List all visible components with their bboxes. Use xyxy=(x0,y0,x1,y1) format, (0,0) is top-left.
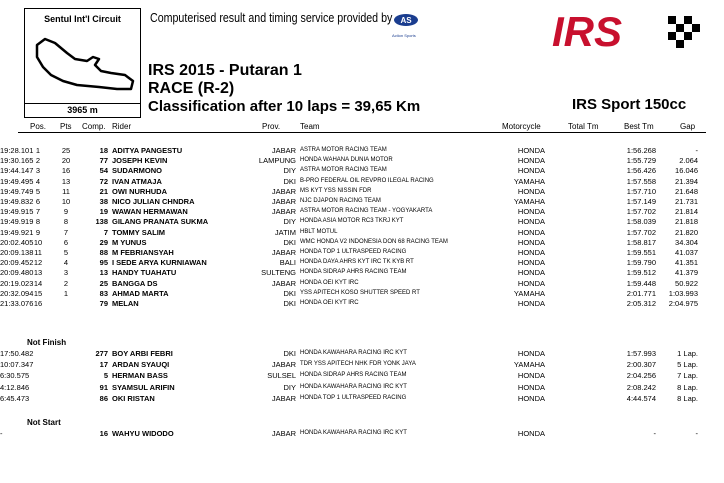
cell-moto: HONDA xyxy=(517,146,545,155)
cell-comp: 91 xyxy=(99,382,108,392)
cell-total: 19:49.919 xyxy=(0,217,34,227)
cell-prov: DKI xyxy=(283,349,296,358)
cell-team: ASTRA MOTOR RACING TEAM - YOGYAKARTA xyxy=(300,208,433,215)
cell-gap: 1 Lap. xyxy=(677,349,698,358)
event-title: IRS 2015 - Putaran 1 xyxy=(148,62,302,79)
irs-logo-text: IRS xyxy=(552,8,623,54)
cell-moto: HONDA xyxy=(517,268,545,278)
cell-best: 2:08.242 xyxy=(626,382,656,392)
cell-team: HONDA OEI KYT IRC xyxy=(300,279,359,286)
table-row xyxy=(0,382,724,393)
cell-team: ASTRA MOTOR RACING TEAM xyxy=(300,167,387,174)
cell-rider: NICO JULIAN CHNDRA xyxy=(112,197,195,206)
cell-pts: 2 xyxy=(63,278,69,288)
cell-team: HONDA SIDRAP AHRS RACING TEAM xyxy=(300,269,407,276)
cell-pos: 12 xyxy=(33,258,43,268)
cell-pts: 10 xyxy=(61,197,71,206)
cell-gap: 21.820 xyxy=(675,227,698,237)
cell-comp: 19 xyxy=(99,207,108,217)
cell-moto: HONDA xyxy=(517,186,545,196)
cell-comp: 77 xyxy=(99,156,108,166)
cell-best: 2:01.771 xyxy=(626,288,656,298)
svg-text:AS: AS xyxy=(400,16,412,25)
cell-moto: YAMAHA xyxy=(513,288,545,298)
cell-total: 20:32.094 xyxy=(0,288,34,298)
cell-gap: 41.379 xyxy=(675,268,698,278)
cell-prov: DIY xyxy=(283,217,296,227)
cell-comp: 16 xyxy=(99,429,108,438)
cell-gap: 16.046 xyxy=(675,166,698,176)
cell-rider: IVAN ATMAJA xyxy=(112,176,162,186)
circuit-name: Sentul Int'l Circuit xyxy=(44,14,121,24)
cell-gap: 5 Lap. xyxy=(677,360,698,370)
cell-pos: 7 xyxy=(35,207,41,217)
cell-comp: 277 xyxy=(95,349,108,358)
cell-comp: 5 xyxy=(103,371,108,381)
table-row xyxy=(0,370,724,381)
cell-gap: 41.037 xyxy=(675,248,698,257)
cell-gap: 50.922 xyxy=(675,278,698,288)
cell-prov: JABAR xyxy=(271,248,296,257)
cell-moto: HONDA xyxy=(517,429,545,438)
cell-pos: 3 xyxy=(35,166,41,176)
circuit-map-icon xyxy=(29,31,137,97)
cell-pos: 8 xyxy=(35,217,41,227)
cell-comp: 54 xyxy=(99,166,108,176)
cell-best: 2:04.256 xyxy=(626,371,656,381)
cell-team: HONDA KAWAHARA RACING IRC KYT xyxy=(300,350,407,356)
cell-gap: - xyxy=(695,146,698,155)
cell-prov: DIY xyxy=(283,166,296,176)
cell-total: 19:28.101 xyxy=(0,146,34,155)
cell-pts: 5 xyxy=(63,248,69,257)
cell-total: 20:19.023 xyxy=(0,278,34,288)
col-header-comp: Comp. xyxy=(82,122,106,131)
cell-rider: MELAN xyxy=(112,299,139,308)
cell-prov: SULTENG xyxy=(261,268,296,278)
cell-prov: JABAR xyxy=(271,146,296,155)
cell-prov: DKI xyxy=(283,237,296,247)
cell-best: 1:56.268 xyxy=(626,146,656,155)
not-start-label: Not Start xyxy=(27,418,61,427)
cell-gap: 7 Lap. xyxy=(677,371,698,381)
cell-total: 17:50.482 xyxy=(0,349,34,358)
circuit-length: 3965 m xyxy=(25,103,140,115)
cell-total: 6:30.575 xyxy=(0,371,30,381)
cell-best: 1:59.790 xyxy=(626,258,656,268)
cell-moto: HONDA xyxy=(517,237,545,247)
cell-team: YSS APITECH KOSO SHUTTER SPEED RT xyxy=(300,289,420,296)
cell-comp: 17 xyxy=(99,360,108,370)
cell-pos: 10 xyxy=(33,237,43,247)
cell-comp: 79 xyxy=(99,299,108,308)
cell-team: HBLT MOTUL xyxy=(300,228,338,235)
cell-rider: OKI RISTAN xyxy=(112,393,155,403)
cell-total: 20:09.138 xyxy=(0,248,34,257)
cell-pos: 11 xyxy=(34,248,42,257)
cell-rider: OWI NURHUDA xyxy=(112,186,167,196)
col-header-team: Team xyxy=(300,122,320,131)
cell-rider: SUDARMONO xyxy=(112,166,162,176)
irs-logo xyxy=(548,8,708,59)
cell-best: 1:57.702 xyxy=(626,227,656,237)
col-header-pos: Pos. xyxy=(30,122,47,131)
cell-best: 1:57.558 xyxy=(626,176,656,186)
cell-pos: 2 xyxy=(35,156,41,166)
cell-total: 20:09.452 xyxy=(0,258,34,268)
cell-gap: 21.394 xyxy=(675,176,698,186)
cell-best: 1:59.551 xyxy=(626,248,656,257)
action-sports-logo xyxy=(392,12,422,38)
cell-total: 19:49.749 xyxy=(0,186,34,196)
cell-rider: ARDAN SYAUQI xyxy=(112,360,170,370)
cell-moto: HONDA xyxy=(517,349,545,358)
circuit-map-box xyxy=(24,8,141,118)
cell-total: 19:49.921 xyxy=(0,227,34,237)
cell-pts: 3 xyxy=(63,268,69,278)
cell-pos: 14 xyxy=(33,278,43,288)
cell-moto: HONDA xyxy=(517,278,545,288)
cell-prov: JATIM xyxy=(274,227,296,237)
cell-pts: 8 xyxy=(63,217,69,227)
cell-comp: 72 xyxy=(99,176,108,186)
cell-moto: YAMAHA xyxy=(513,176,545,186)
cell-total: 4:12.846 xyxy=(0,382,30,392)
cell-rider: M FEBRIANSYAH xyxy=(112,248,174,257)
cell-team: HONDA TOP 1 ULTRASPEED RACING xyxy=(300,249,407,255)
cell-prov: DIY xyxy=(283,382,296,392)
table-row xyxy=(0,393,724,404)
action-sports-logo-text: Action Sports xyxy=(392,33,416,38)
cell-moto: HONDA xyxy=(517,217,545,227)
cell-comp: 38 xyxy=(99,197,108,206)
cell-moto: HONDA xyxy=(517,258,545,268)
cell-total: 19:30.165 xyxy=(0,156,34,166)
classification-title: Classification after 10 laps = 39,65 Km xyxy=(148,98,421,115)
cell-moto: HONDA xyxy=(517,156,545,166)
col-header-gap: Gap xyxy=(680,122,696,131)
cell-gap: 34.304 xyxy=(675,237,698,247)
cell-prov: JABAR xyxy=(271,393,296,403)
cell-total: 20:02.405 xyxy=(0,237,34,247)
cell-pts: 16 xyxy=(61,166,71,176)
cell-rider: GILANG PRANATA SUKMA xyxy=(112,217,209,227)
cell-comp: 83 xyxy=(99,288,108,298)
cell-prov: JABAR xyxy=(271,429,296,438)
cell-gap: 2.064 xyxy=(679,156,698,166)
header-divider xyxy=(18,132,706,133)
cell-best: 1:56.426 xyxy=(626,166,656,176)
cell-rider: ADITYA PANGESTU xyxy=(112,146,183,155)
cell-rider: BOY ARBI FEBRI xyxy=(112,349,173,358)
cell-team: MS KYT YSS NISSIN FDR xyxy=(300,187,372,194)
cell-team: HONDA ASIA MOTOR RC3 TKRJ KYT xyxy=(300,218,404,225)
cell-team: HONDA KAWAHARA RACING IRC KYT xyxy=(300,430,407,436)
cell-gap: - xyxy=(695,429,698,438)
cell-comp: 21 xyxy=(99,186,108,196)
cell-gap: 1:03.993 xyxy=(668,288,698,298)
cell-pos: 15 xyxy=(33,288,43,298)
cell-pts: 11 xyxy=(62,186,70,196)
cell-moto: HONDA xyxy=(517,248,545,257)
cell-team: WMC HONDA V2 INDONESIA DON 68 RACING TEAM xyxy=(300,238,448,245)
cell-comp: 88 xyxy=(99,248,108,257)
cell-moto: HONDA xyxy=(517,382,545,392)
col-header-motorcycle: Motorcycle xyxy=(502,122,541,131)
not-finish-label: Not Finish xyxy=(27,338,67,347)
cell-team: HONDA KAWAHARA RACING IRC KYT xyxy=(300,383,407,390)
cell-rider: M YUNUS xyxy=(112,237,147,247)
cell-prov: SULSEL xyxy=(267,371,296,381)
cell-prov: LAMPUNG xyxy=(258,156,296,166)
table-row xyxy=(0,359,724,370)
cell-rider: TOMMY SALIM xyxy=(112,227,166,237)
cell-team: NJC DJAPON RACING TEAM xyxy=(300,198,381,204)
cell-gap: 21.814 xyxy=(675,207,698,217)
class-name: IRS Sport 150cc xyxy=(572,96,687,113)
col-header-pts: Pts xyxy=(60,122,72,131)
cell-rider: HANDY TUAHATU xyxy=(112,268,177,278)
cell-moto: HONDA xyxy=(517,299,545,308)
cell-rider: HERMAN BASS xyxy=(112,371,168,381)
cell-rider: AHMAD MARTA xyxy=(112,288,169,298)
cell-pos: 6 xyxy=(35,197,41,206)
cell-comp: 25 xyxy=(99,278,108,288)
table-row xyxy=(0,428,724,439)
cell-rider: SYAMSUL ARIFIN xyxy=(112,382,175,392)
cell-prov: DKI xyxy=(283,299,296,308)
cell-rider: BANGGA DS xyxy=(112,278,158,288)
cell-gap: 8 Lap. xyxy=(677,393,698,403)
cell-rider: WAHYU WIDODO xyxy=(112,429,174,438)
cell-pts: 7 xyxy=(63,227,69,237)
cell-moto: HONDA xyxy=(517,207,545,217)
cell-pos: 1 xyxy=(35,146,41,155)
cell-team: HONDA DAYA AHRS KYT IRC TK KYB RT xyxy=(300,259,414,266)
cell-team: HONDA SIDRAP AHRS RACING TEAM xyxy=(300,372,407,379)
cell-best: 1:57.993 xyxy=(626,349,656,358)
cell-comp: 138 xyxy=(95,217,108,227)
col-header-rider: Rider xyxy=(112,122,132,131)
cell-pos: 16 xyxy=(33,299,43,308)
cell-moto: HONDA xyxy=(517,166,545,176)
cell-best: 4:44.574 xyxy=(626,393,656,403)
cell-rider: JOSEPH KEVIN xyxy=(112,156,168,166)
cell-total: 6:45.473 xyxy=(0,393,30,403)
cell-best: 1:59.448 xyxy=(626,278,656,288)
cell-team: HONDA WAHANA DUNIA MOTOR xyxy=(300,157,393,164)
cell-total: - xyxy=(0,429,3,438)
cell-comp: 7 xyxy=(103,227,108,237)
cell-pos: 4 xyxy=(35,176,41,186)
cell-pos: 5 xyxy=(35,186,41,196)
cell-best: 1:58.039 xyxy=(626,217,656,227)
cell-comp: 95 xyxy=(99,258,108,268)
cell-team: ASTRA MOTOR RACING TEAM xyxy=(300,147,387,153)
cell-prov: DKI xyxy=(283,176,296,186)
cell-prov: DKI xyxy=(283,288,296,298)
cell-best: 1:59.512 xyxy=(626,268,656,278)
cell-gap: 21.648 xyxy=(675,186,698,196)
cell-pts: 6 xyxy=(63,237,69,247)
cell-team: B-PRO FEDERAL OIL REVPRO ILEGAL RACING xyxy=(300,177,434,184)
col-header-total: Total Tm xyxy=(568,122,599,131)
cell-moto: HONDA xyxy=(517,393,545,403)
cell-gap: 21.731 xyxy=(675,197,698,206)
cell-comp: 86 xyxy=(99,393,108,403)
cell-prov: JABAR xyxy=(271,278,296,288)
cell-pts: 1 xyxy=(63,288,69,298)
cell-team: HONDA OEI KYT IRC xyxy=(300,300,359,306)
table-row xyxy=(0,348,724,359)
col-header-prov: Prov. xyxy=(262,122,281,131)
cell-comp: 13 xyxy=(99,268,108,278)
cell-rider: WAWAN HERMAWAN xyxy=(112,207,188,217)
cell-pts: 4 xyxy=(63,258,69,268)
cell-best: 1:55.729 xyxy=(626,156,656,166)
table-row xyxy=(0,298,724,309)
cell-prov: JABAR xyxy=(271,207,296,217)
cell-rider: I SEDE ARYA KURNIAWAN xyxy=(112,258,207,268)
provider-text: Computerised result and timing service provided by xyxy=(150,10,393,25)
cell-team: TDR YSS APITECH NHK FDR YONK JAYA xyxy=(300,361,416,368)
cell-total: 21:33.076 xyxy=(0,299,34,308)
cell-total: 19:49.915 xyxy=(0,207,34,217)
cell-best: - xyxy=(653,429,656,438)
cell-prov: JABAR xyxy=(271,197,296,206)
cell-pts: 20 xyxy=(61,156,71,166)
cell-prov: JABAR xyxy=(271,186,296,196)
cell-comp: 29 xyxy=(99,237,108,247)
cell-best: 2:05.312 xyxy=(626,299,656,308)
cell-best: 1:58.817 xyxy=(626,237,656,247)
cell-pos: 13 xyxy=(33,268,43,278)
race-title: RACE (R-2) xyxy=(148,80,235,97)
cell-total: 19:44.147 xyxy=(0,166,34,176)
cell-gap: 8 Lap. xyxy=(677,382,698,392)
cell-total: 19:49.832 xyxy=(0,197,34,206)
cell-prov: JABAR xyxy=(271,360,296,370)
cell-comp: 18 xyxy=(99,146,108,155)
cell-gap: 41.351 xyxy=(675,258,698,268)
cell-gap: 2:04.975 xyxy=(668,299,698,308)
cell-moto: HONDA xyxy=(517,371,545,381)
cell-pts: 25 xyxy=(61,146,71,155)
col-header-best: Best Tm xyxy=(624,122,654,131)
cell-pts: 9 xyxy=(63,207,69,217)
cell-team: HONDA TOP 1 ULTRASPEED RACING xyxy=(300,394,407,401)
cell-moto: YAMAHA xyxy=(513,197,545,206)
cell-total: 20:09.480 xyxy=(0,268,34,278)
cell-best: 1:57.710 xyxy=(626,186,656,196)
cell-prov: BALI xyxy=(279,258,296,268)
cell-best: 1:57.702 xyxy=(626,207,656,217)
cell-pos: 9 xyxy=(35,227,41,237)
cell-total: 10:07.347 xyxy=(0,360,34,370)
cell-total: 19:49.495 xyxy=(0,176,34,186)
cell-best: 1:57.149 xyxy=(626,197,656,206)
cell-gap: 21.818 xyxy=(675,217,698,227)
cell-moto: HONDA xyxy=(517,227,545,237)
cell-best: 2:00.307 xyxy=(626,360,656,370)
cell-moto: YAMAHA xyxy=(513,360,545,370)
cell-pts: 13 xyxy=(61,176,71,186)
